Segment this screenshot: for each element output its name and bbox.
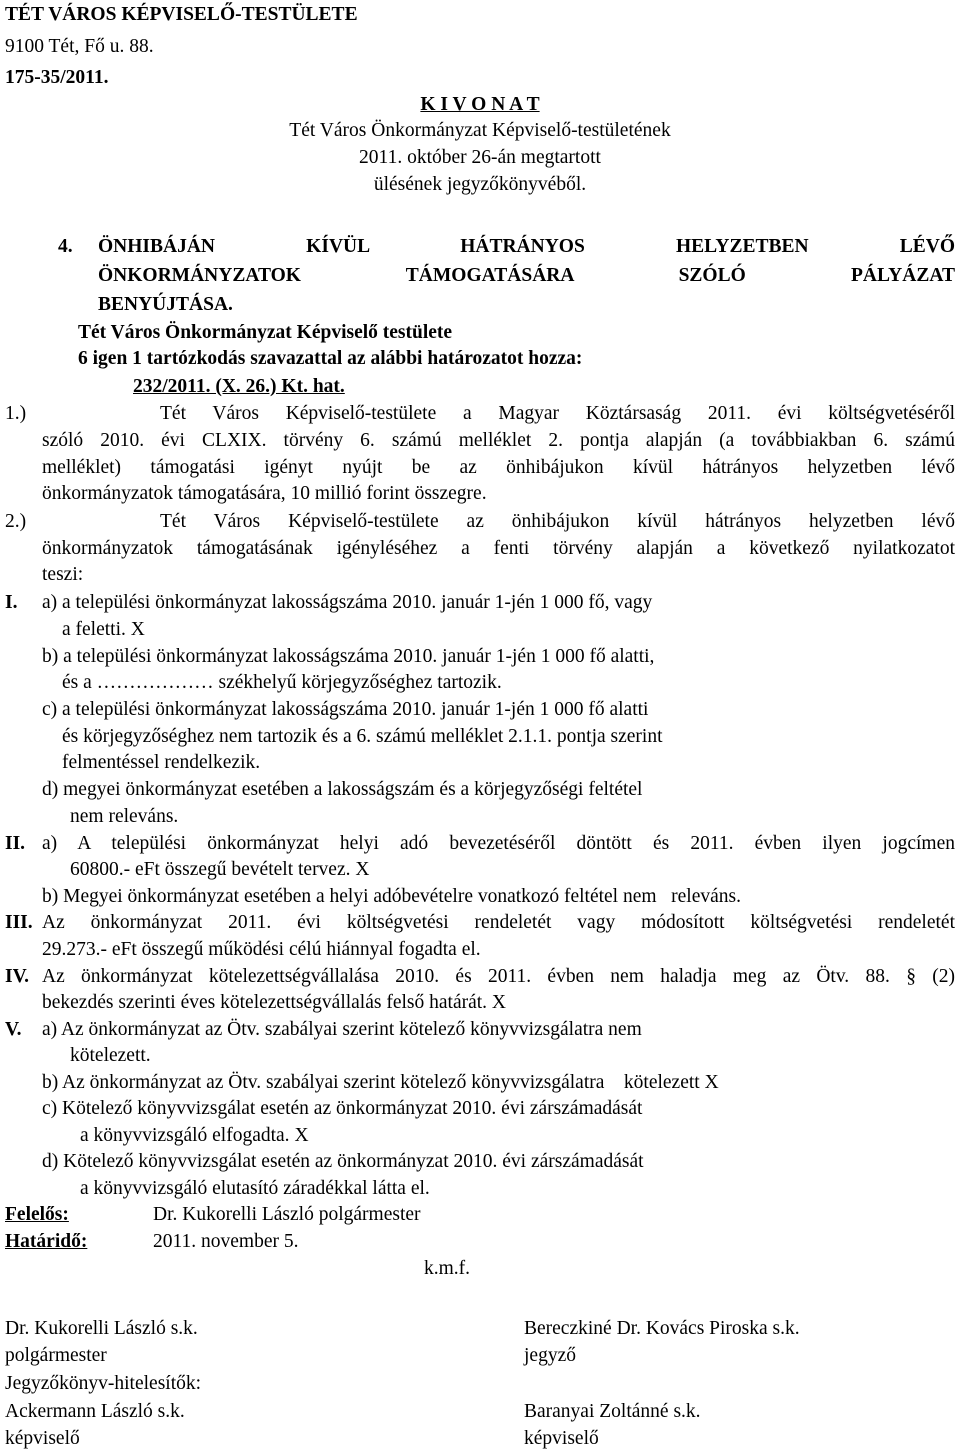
- kivonat-line-2: 2011. október 26-án megtartott: [359, 147, 601, 168]
- section-v-c-line-1: c) Kötelező könyvvizsgálat esetén az önkormányzat 2010. évi zárszámadását: [42, 1098, 643, 1119]
- org-address: 9100 Tét, Fő u. 88.: [5, 36, 154, 57]
- point-1-number: 1.): [5, 403, 27, 424]
- section-v-label: V.: [5, 1019, 22, 1040]
- section-i-d-line-2: nem releváns.: [70, 806, 179, 827]
- section-i-label: I.: [5, 592, 18, 613]
- section-v-d-line-1: d) Kötelező könyvvizsgálat esetén az önkormányzat 2010. évi zárszámadását: [42, 1151, 644, 1172]
- section-i-b-line-2: és a ……………… székhelyű körjegyzőséghez tartozik.: [62, 672, 502, 693]
- section-ii-b-line-1: b) Megyei önkormányzat esetében a helyi adóbevételre vonatkozó feltétel nem releváns.: [42, 886, 742, 907]
- deadline-label: Határidő:: [5, 1231, 88, 1252]
- point-2-line-1: Tét Város Képviselő-testülete az önhibájukon kívül hátrányos helyzetben lévő: [160, 511, 955, 532]
- reference-number: 175-35/2011.: [5, 67, 109, 88]
- authenticator-2-name: Baranyai Zoltánné s.k.: [524, 1401, 701, 1422]
- section-v-d-line-2: a könyvvizsgáló elutasító záradékkal látta el.: [80, 1178, 430, 1199]
- section-i-a-line-2: [62, 617, 145, 643]
- selected-mark: X: [355, 859, 370, 880]
- section-i-c-line-1: c) a települési önkormányzat lakosságszáma 2010. január 1-jén 1 000 fő alatti: [42, 699, 649, 720]
- section-v-b-line-1: [42, 1070, 719, 1096]
- agenda-heading-line-3: BENYÚJTÁSA.: [98, 294, 233, 315]
- notary-title: jegyző: [524, 1345, 576, 1366]
- section-ii-a-text: 60800.- eFt összegű bevételt tervez.: [70, 859, 351, 880]
- section-v-b-text: b) Az önkormányzat az Ötv. szabályai szerint kötelező könyvvizsgálatra kötelezett: [42, 1072, 700, 1093]
- point-2-line-2: önkormányzatok támogatásának igényléséhez a fenti törvény alapján a következő nyilatkozatot: [42, 538, 955, 559]
- authenticator-2-title: képviselő: [524, 1428, 599, 1449]
- section-iv-line-1: Az önkormányzat kötelezettségvállalása 2010. és 2011. évben nem haladja meg az Ötv. 88. § (2): [42, 966, 955, 987]
- section-iv-text: bekezdés szerinti éves kötelezettségvállalás felső határát.: [42, 992, 488, 1013]
- mayor-title: polgármester: [5, 1345, 107, 1366]
- section-v-a-line-1: a) Az önkormányzat az Ötv. szabályai szerint kötelező könyvvizsgálatra nem: [42, 1019, 642, 1040]
- authenticator-1-title: képviselő: [5, 1428, 80, 1449]
- section-iii-line-2: 29.273.- eFt összegű működési célú hiánnyal fogadta el.: [42, 939, 481, 960]
- point-1-line-2: szóló 2010. évi CLXIX. törvény 6. számú melléklet 2. pontja alapján (a továbbiakban 6. számú: [42, 430, 955, 451]
- kivonat-title: K I V O N A T: [420, 94, 540, 115]
- section-ii-label: II.: [5, 833, 26, 854]
- section-ii-a-line-2: [70, 857, 369, 883]
- resolution-number: 232/2011. (X. 26.) Kt. hat.: [133, 376, 345, 397]
- point-1-line-4: önkormányzatok támogatására, 10 millió forint összegre.: [42, 483, 487, 504]
- section-iii-label: III.: [5, 912, 33, 933]
- agenda-number: 4.: [58, 236, 73, 257]
- section-i-a-line-1: a) a települési önkormányzat lakosságszáma 2010. január 1-jén 1 000 fő, vagy: [42, 592, 653, 613]
- kivonat-line-3: ülésének jegyzőkönyvéből.: [373, 174, 587, 195]
- authenticator-1-name: Ackermann László s.k.: [5, 1401, 185, 1422]
- section-v-a-line-2: kötelezett.: [70, 1045, 151, 1066]
- notary-name: Bereczkiné Dr. Kovács Piroska s.k.: [524, 1318, 800, 1339]
- section-iv-line-2: [42, 990, 506, 1016]
- section-i-c-line-2: és körjegyzőséghez nem tartozik és a 6. számú melléklet 2.1.1. pontja szerint: [62, 726, 663, 747]
- deadline-value: 2011. november 5.: [153, 1231, 299, 1252]
- point-1-line-1: Tét Város Képviselő-testülete a Magyar Köztársaság 2011. évi költségvetéséről: [160, 403, 955, 424]
- section-iii-line-1: Az önkormányzat 2011. évi költségvetési rendeletét vagy módosított költségvetési rendeletét: [42, 912, 955, 933]
- section-v-c-text: a könyvvizsgáló elfogadta.: [80, 1125, 290, 1146]
- selected-mark: X: [130, 619, 145, 640]
- agenda-heading-line-2: ÖNKORMÁNYZATOK TÁMOGATÁSÁRA SZÓLÓ PÁLYÁZAT: [98, 265, 955, 286]
- section-ii-a-line-1: a) A települési önkormányzat helyi adó bevezetéséről döntött és 2011. évben ilyen jogcímen: [42, 833, 955, 854]
- responsible-value: Dr. Kukorelli László polgármester: [153, 1204, 421, 1225]
- responsible-label: Felelős:: [5, 1204, 69, 1225]
- deciding-body: Tét Város Önkormányzat Képviselő testülete: [78, 322, 453, 343]
- org-title: TÉT VÁROS KÉPVISELŐ-TESTÜLETE: [5, 4, 358, 25]
- mayor-name: Dr. Kukorelli László s.k.: [5, 1318, 198, 1339]
- section-v-c-line-2: [80, 1123, 309, 1149]
- section-i-b-line-1: b) a települési önkormányzat lakosságszáma 2010. január 1-jén 1 000 fő alatti,: [42, 646, 655, 667]
- section-iv-label: IV.: [5, 966, 30, 987]
- selected-mark: X: [704, 1072, 719, 1093]
- point-1-line-3: melléklet) támogatási igényt nyújt be az önhibájukon kívül hátrányos helyzetben lévő: [42, 457, 955, 478]
- section-i-a-text: a feletti.: [62, 619, 126, 640]
- vote-result: 6 igen 1 tartózkodás szavazattal az alábbi határozatot hozza:: [78, 348, 583, 369]
- selected-mark: X: [491, 992, 507, 1013]
- authenticators-label: Jegyzőkönyv-hitelesítők:: [5, 1373, 202, 1394]
- section-i-c-line-3: felmentéssel rendelkezik.: [62, 752, 261, 773]
- point-2-number: 2.): [5, 511, 27, 532]
- selected-mark: X: [294, 1125, 309, 1146]
- section-i-d-line-1: d) megyei önkormányzat esetében a lakosságszám és a körjegyzőségi feltétel: [42, 779, 643, 800]
- agenda-heading-line-1: ÖNHIBÁJÁN KÍVÜL HÁTRÁNYOS HELYZETBEN LÉVŐ: [98, 236, 955, 257]
- kivonat-line-1: Tét Város Önkormányzat Képviselő-testületének: [289, 120, 671, 141]
- kmf: k.m.f.: [424, 1258, 471, 1279]
- point-2-line-3: teszi:: [42, 564, 84, 585]
